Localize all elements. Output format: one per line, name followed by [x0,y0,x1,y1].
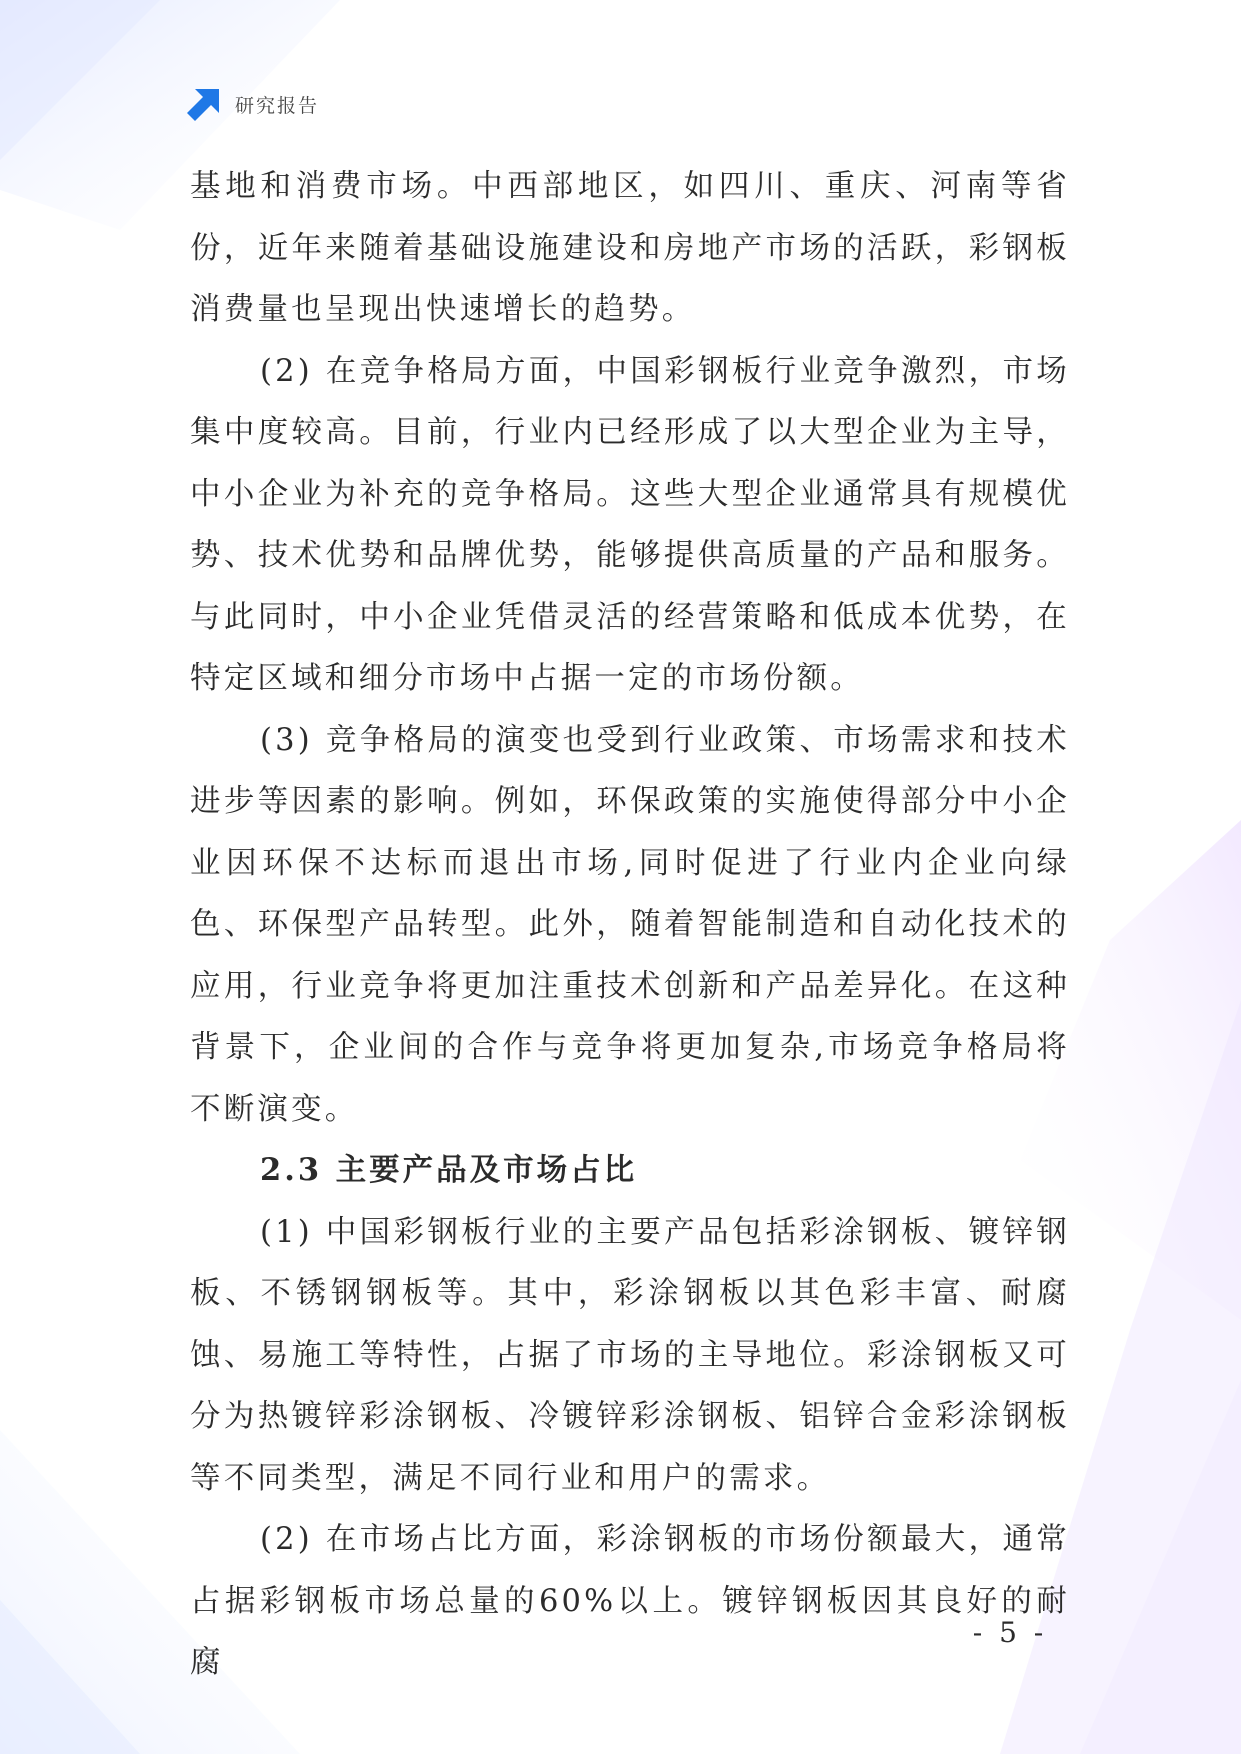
page-number: - 5 - [972,1616,1048,1649]
report-header [187,86,319,122]
section-heading: 2.3 主要产品及市场占比 [260,1152,638,1188]
paragraph-main-products: (1) 中国彩钢板行业的主要产品包括彩涂钢板、镀锌钢板、不锈钢钢板等。其中，彩涂钢板以其色彩丰富、耐腐蚀、易施工等特性，占据了市场的主导地位。彩涂钢板又可分为热镀锌彩涂钢板、冷镀锌彩涂钢板、铝锌合金彩涂钢板等不同类型，满足不同行业和用户的需求。 [190,1214,1070,1496]
paragraph-continued: 基地和消费市场。中西部地区，如四川、重庆、河南等省份，近年来随着基础设施建设和房地产市场的活跃，彩钢板消费量也呈现出快速增长的趋势。 [190,169,1070,327]
document-body [190,156,1070,1694]
paragraph-market-share: (2) 在市场占比方面，彩涂钢板的市场份额最大，通常占据彩钢板市场总量的60%以上。镀锌钢板因其良好的耐腐 [190,1522,1070,1680]
header-title: 研究报告 [235,94,320,117]
paragraph-competition: (2) 在竞争格局方面，中国彩钢板行业竞争激烈，市场集中度较高。目前，行业内已经形成了以大型企业为主导，中小企业为补充的竞争格局。这些大型企业通常具有规模优势、技术优势和品牌优势，能够提供高质量的产品和服务。与此同时，中小企业凭借灵活的经营策略和低成本优势，在特定区域和细分市场中占据一定的市场份额。 [190,353,1070,696]
paragraph-competition-evolution: (3) 竞争格局的演变也受到行业政策、市场需求和技术进步等因素的影响。例如，环保政策的实施使得部分中小企业因环保不达标而退出市场,同时促进了行业内企业向绿色、环保型产品转型。此外，随着智能制造和自动化技术的应用，行业竞争将更加注重技术创新和产品差异化。在这种背景下，企业间的合作与竞争将更加复杂,市场竞争格局将不断演变。 [190,722,1070,1127]
arrow-up-right-icon [187,87,221,121]
